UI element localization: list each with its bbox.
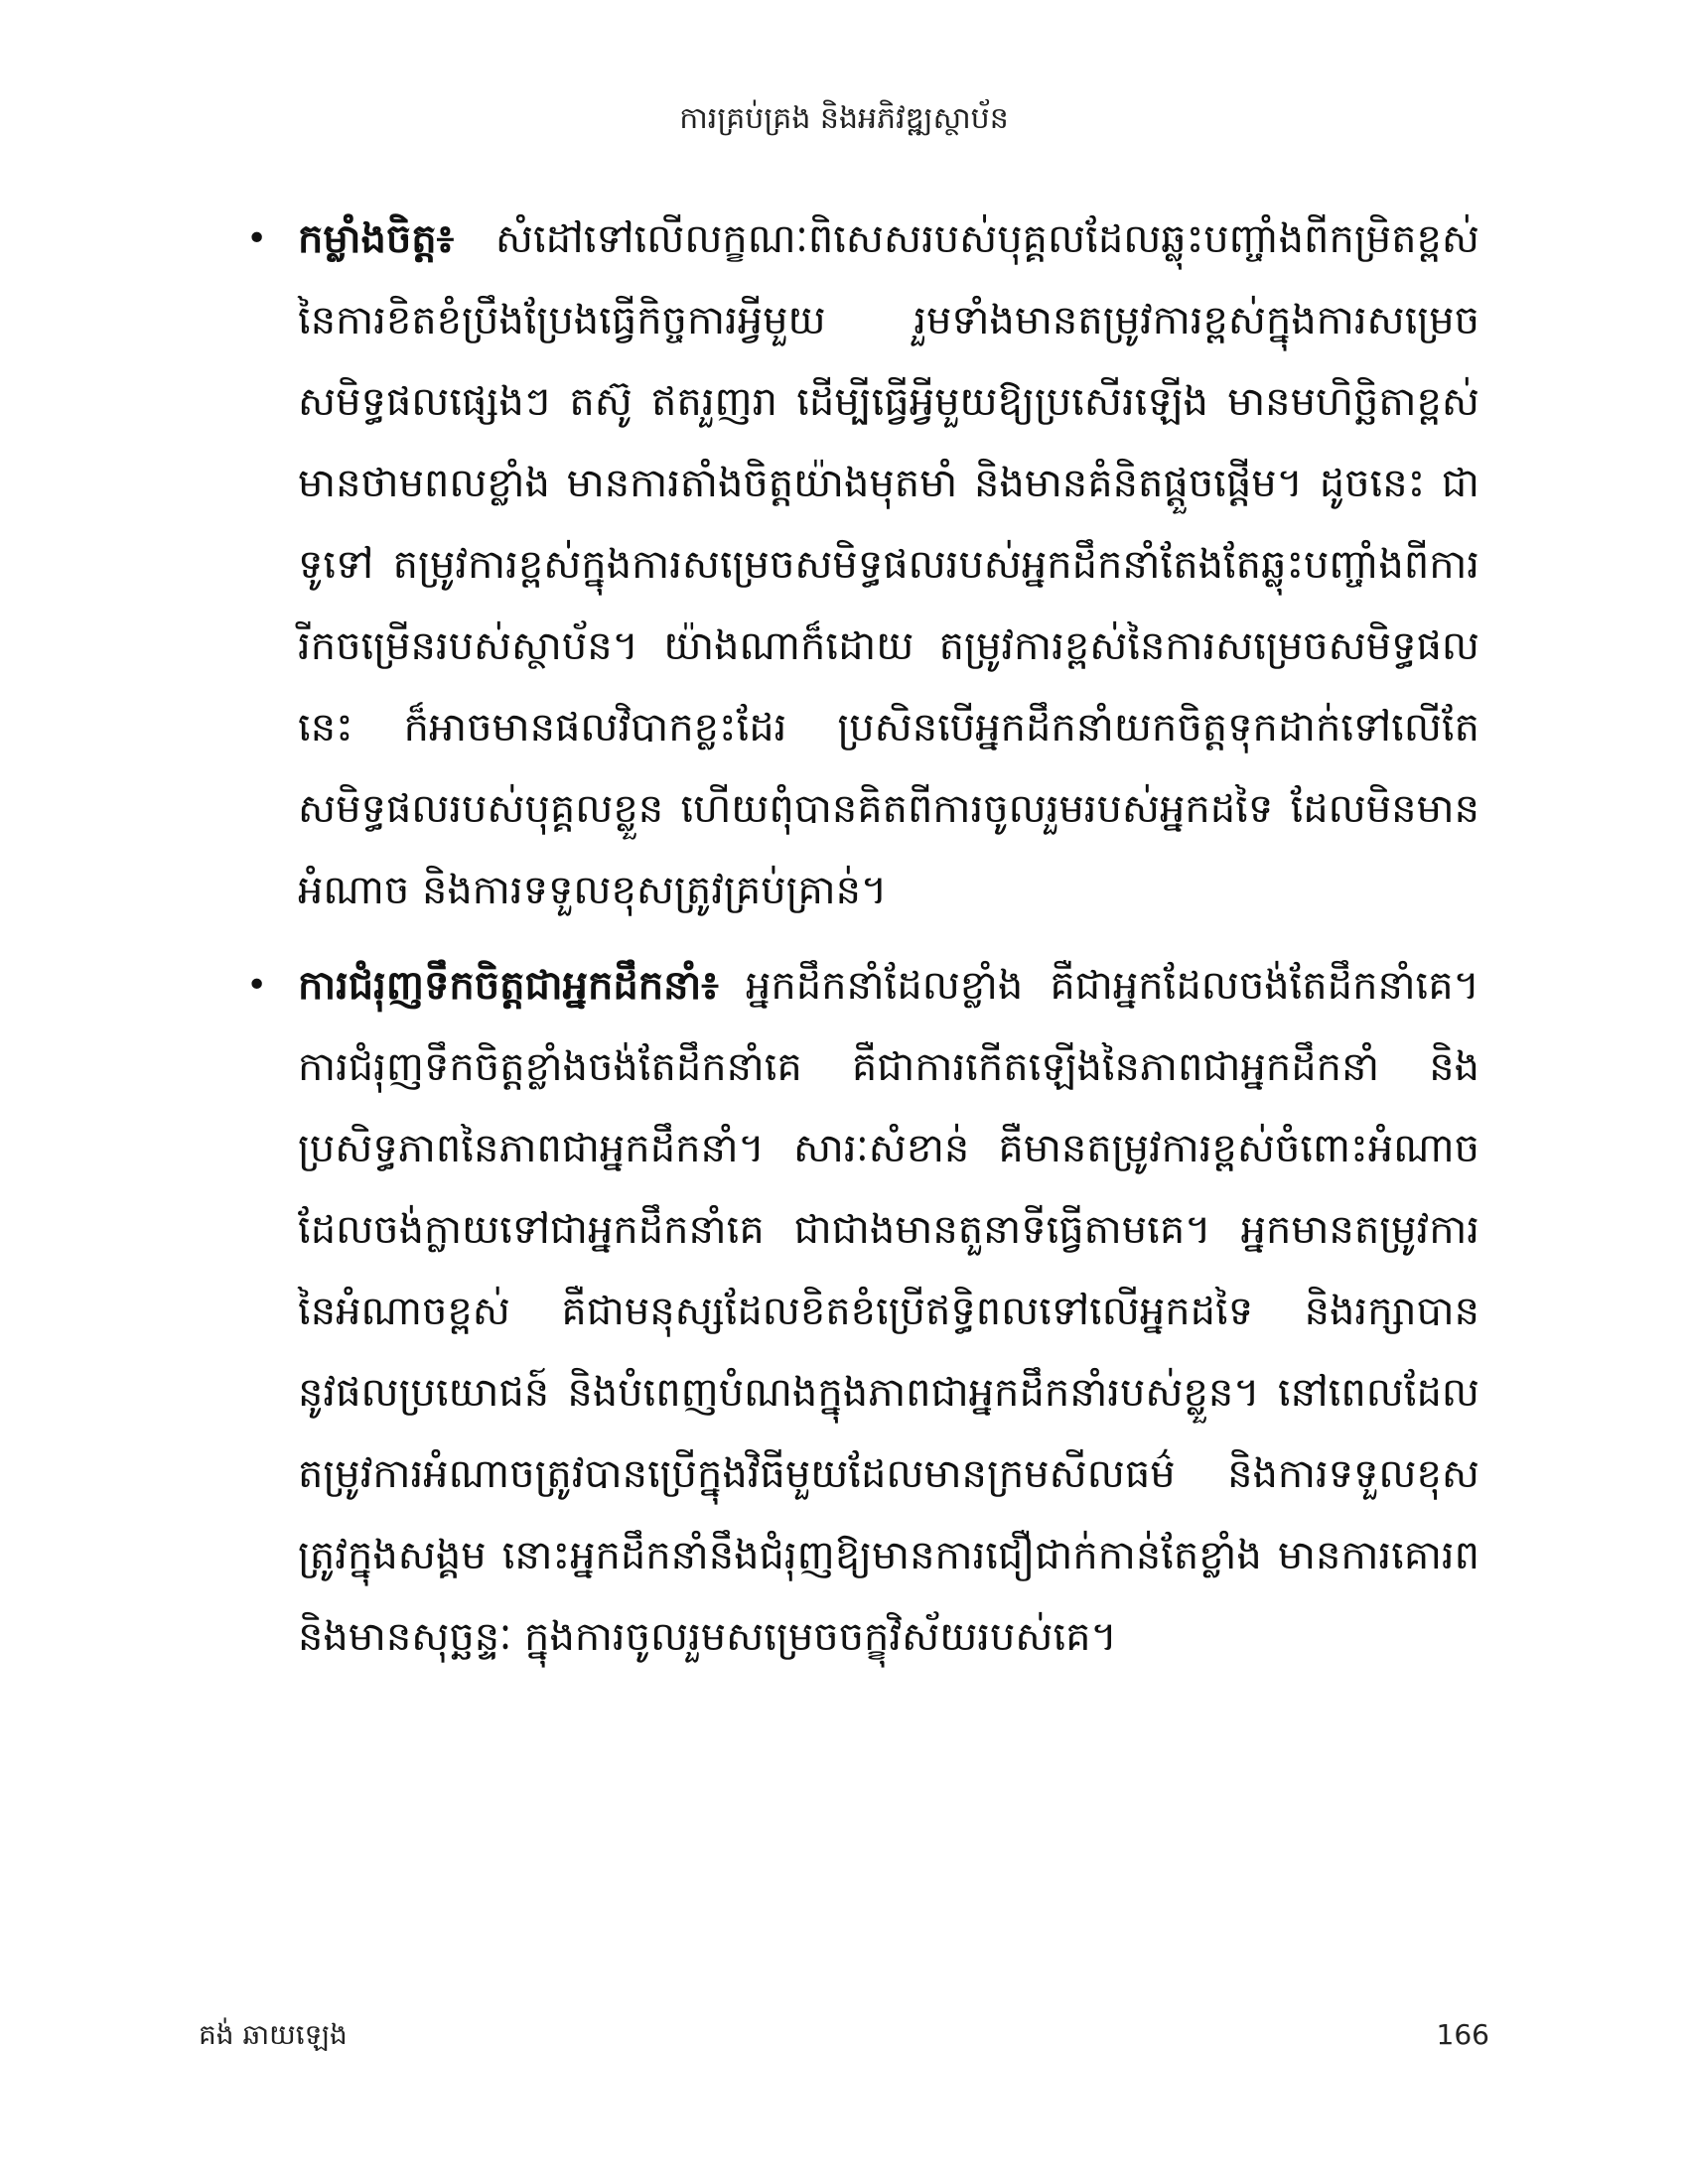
bullet-paragraph — [298, 945, 1479, 1678]
footer-author: គង់ ឆាយឡេង — [199, 2018, 348, 2051]
bullet-term: កម្លាំងចិត្ត៖ — [298, 216, 455, 262]
bullet-dot-icon: • — [246, 218, 268, 259]
bullet-item-leadership-drive — [248, 945, 1479, 1678]
running-header: ការគ្រប់គ្រង និងអភិវឌ្ឍស្ថាប័ន — [679, 101, 1009, 136]
bullet-list — [248, 199, 1479, 1678]
page-content — [248, 199, 1479, 1692]
running-footer — [199, 2015, 1489, 2055]
bullet-paragraph — [298, 199, 1479, 931]
bullet-item-motivation — [248, 199, 1479, 931]
bullet-body: អ្នកដឹកនាំដែលខ្លាំង គឺជាអ្នកដែលចង់តែដឹកនាំគេ។ ការជំរុញទឹកចិត្តខ្លាំងចង់តែដឹកនាំគេ គឺជាការកើតឡើងនៃភាពជាអ្នកដឹកនាំ និងប្រសិទ្ធភាពនៃភាពជាអ្នកដឹកនាំ។ សារៈសំខាន់ គឺមានតម្រូវការខ្ពស់ចំពោះអំណាចដែលចង់ក្លាយទៅជាអ្នកដឹកនាំគេ ជាជាងមានតួនាទីធ្វើតាមគេ។ អ្នកមានតម្រូវការនៃអំណាចខ្ពស់ គឺជាមនុស្សដែលខិតខំប្រើឥទ្ធិពលទៅលើអ្នកដទៃ និងរក្សាបាននូវផលប្រយោជន៍ និងបំពេញបំណងក្នុងភាពជាអ្នកដឹកនាំរបស់ខ្លួន។ នៅពេលដែលតម្រូវការអំណាចត្រូវបានប្រើក្នុងវិធីមួយដែលមានក្រមសីលធម៌ និងការទទួលខុសត្រូវក្នុងសង្គម នោះអ្នកដឹកនាំនឹងជំរុញឱ្យមានការជឿជាក់កាន់តែខ្លាំង មានការគោរព និងមានសុច្ឆន្ទៈ ក្នុងការចូលរួមសម្រេចចក្ខុវិស័យរបស់គេ។ — [298, 963, 1479, 1660]
bullet-body: សំដៅទៅលើលក្ខណៈពិសេសរបស់បុគ្គលដែលឆ្លុះបញ្ចាំងពីកម្រិតខ្ពស់នៃការខិតខំប្រឹងប្រែងធ្វើកិច្ចការអ្វីមួយ រួមទាំងមានតម្រូវការខ្ពស់ក្នុងការសម្រេចសមិទ្ធផលផ្សេងៗ តស៊ូ ឥតរួញរា ដើម្បីធ្វើអ្វីមួយឱ្យប្រសើរឡើង មានមហិច្ឆិតាខ្ពស់ មានថាមពលខ្លាំង មានការតាំងចិត្តយ៉ាងមុតមាំ និងមានគំនិតផ្តួចផ្តើម។ ដូចនេះ ជាទូទៅ តម្រូវការខ្ពស់ក្នុងការសម្រេចសមិទ្ធផលរបស់អ្នកដឹកនាំតែងតែឆ្លុះបញ្ចាំងពីការរីកចម្រើនរបស់ស្ថាប័ន។ យ៉ាងណាក៏ដោយ តម្រូវការខ្ពស់នៃការសម្រេចសមិទ្ធផលនេះ ក៏អាចមានផលវិបាកខ្លះដែរ ប្រសិនបើអ្នកដឹកនាំយកចិត្តទុកដាក់ទៅលើតែសមិទ្ធផលរបស់បុគ្គលខ្លួន ហើយពុំបានគិតពីការចូលរួមរបស់អ្នកដទៃ ដែលមិនមានអំណាច និងការទទួលខុសត្រូវគ្រប់គ្រាន់។ — [298, 216, 1479, 913]
page-number: 166 — [1436, 2018, 1489, 2051]
bullet-dot-icon: • — [246, 965, 268, 1006]
bullet-term: ការជំរុញទឹកចិត្តជាអ្នកដឹកនាំ៖ — [298, 963, 719, 1009]
